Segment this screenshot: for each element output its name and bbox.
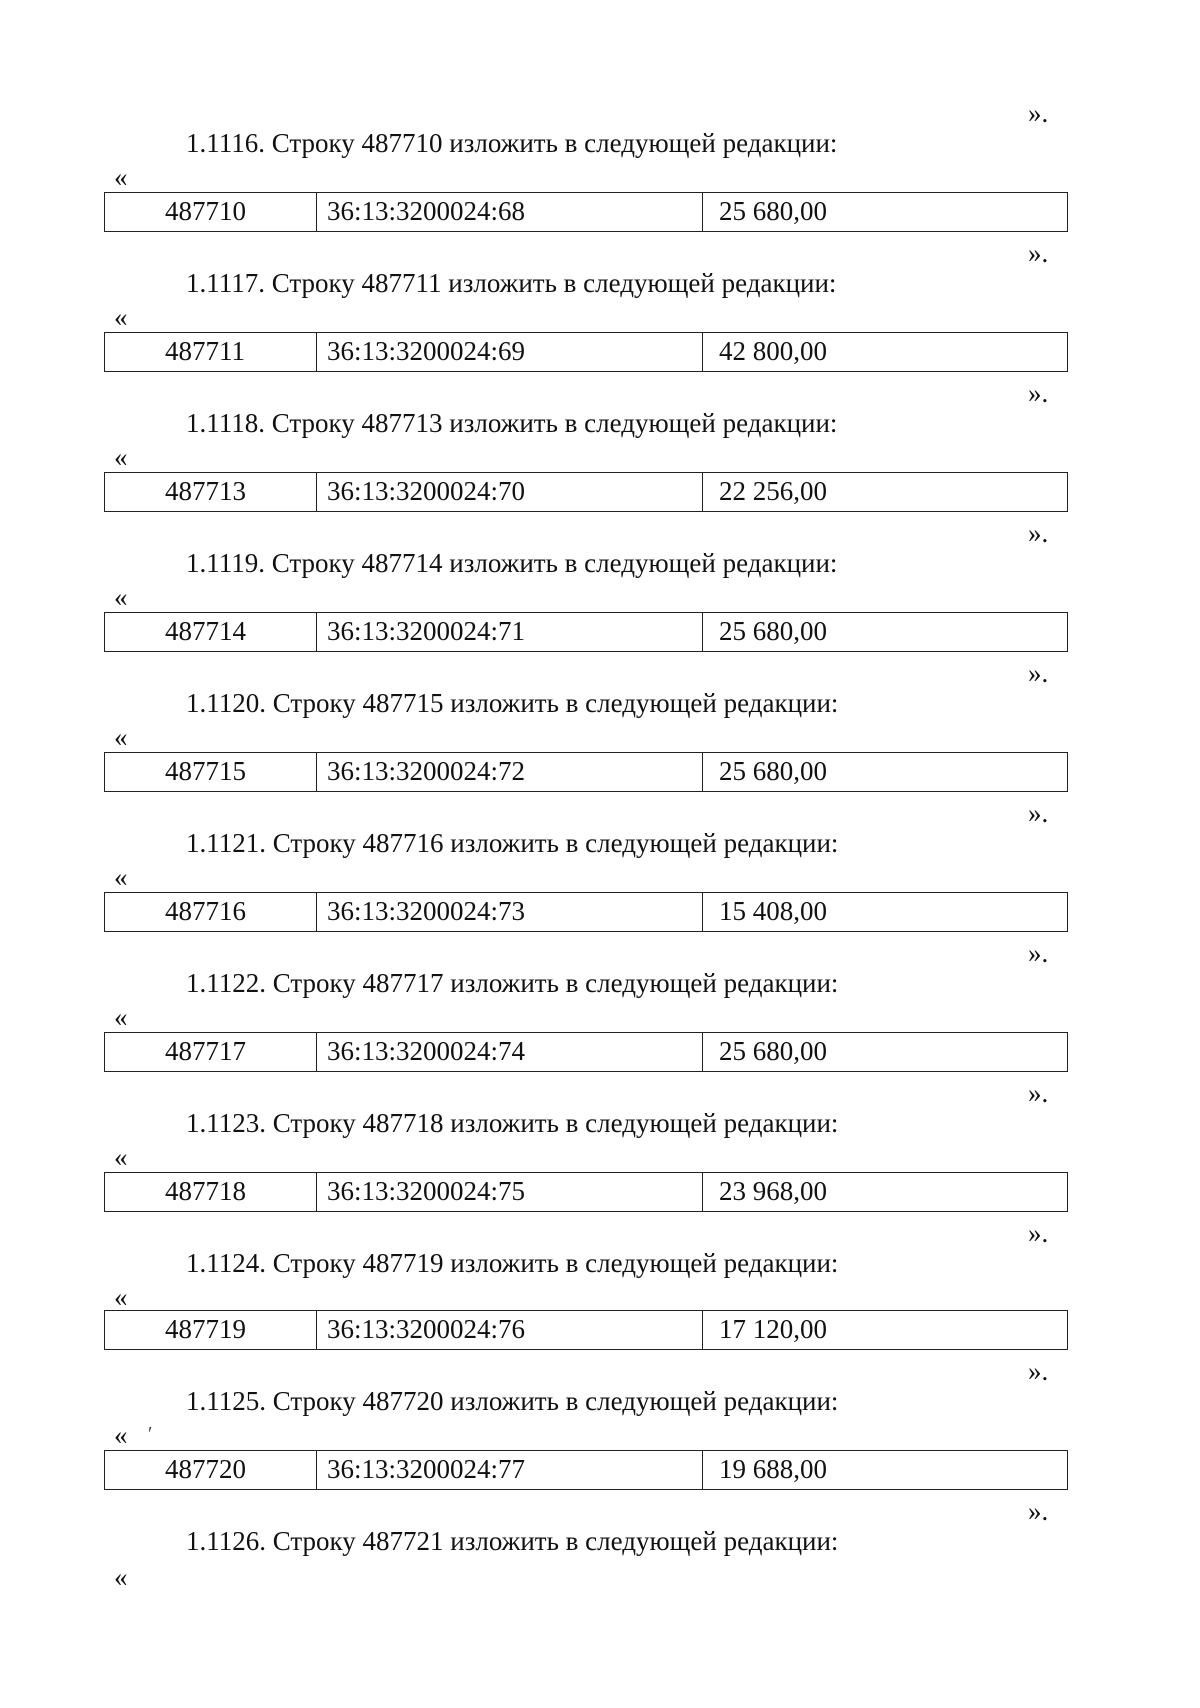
- value-cell: 15 408,00: [719, 896, 827, 926]
- opening-quote: «: [114, 722, 128, 752]
- table-row: [104, 1172, 1068, 1212]
- table-row: [104, 1032, 1068, 1072]
- opening-quote: «: [114, 162, 128, 192]
- table-row: [104, 332, 1068, 372]
- value-cell: 42 800,00: [719, 336, 827, 366]
- item-heading: 1.1126. Строку 487721 изложить в следующей редакции:: [186, 1526, 839, 1556]
- item-heading: 1.1119. Строку 487714 изложить в следующей редакции:: [186, 548, 838, 578]
- cadastral-number-cell: 36:13:3200024:69: [317, 333, 703, 371]
- opening-quote: «: [114, 442, 128, 472]
- value-cell: 25 680,00: [719, 196, 827, 226]
- opening-quote: «: [114, 302, 128, 332]
- opening-quote: «: [114, 1142, 128, 1172]
- closing-quote: ».: [1028, 1078, 1049, 1108]
- cadastral-number-cell: 36:13:3200024:73: [317, 893, 703, 931]
- opening-quote: «: [114, 1282, 128, 1312]
- cadastral-number-cell: 36:13:3200024:72: [317, 753, 703, 791]
- item-heading: 1.1117. Строку 487711 изложить в следующей редакции:: [186, 268, 837, 298]
- opening-quote: «: [114, 1420, 128, 1450]
- row-number-cell: 487718: [105, 1173, 317, 1211]
- value-cell: 22 256,00: [719, 476, 827, 506]
- closing-quote: ».: [1028, 1218, 1049, 1248]
- table-row: [104, 1310, 1068, 1350]
- closing-quote: ».: [1028, 798, 1049, 828]
- row-number-cell: 487715: [105, 753, 317, 791]
- closing-quote: ».: [1028, 938, 1049, 968]
- item-heading: 1.1122. Строку 487717 изложить в следующей редакции:: [186, 968, 839, 998]
- closing-quote: ».: [1028, 1356, 1049, 1386]
- pen-mark-icon: ′: [148, 1423, 153, 1445]
- cadastral-number-cell: 36:13:3200024:70: [317, 473, 703, 511]
- table-row: [104, 612, 1068, 652]
- row-number-cell: 487720: [105, 1451, 317, 1489]
- opening-quote: «: [114, 862, 128, 892]
- table-row: [104, 752, 1068, 792]
- closing-quote: ».: [1028, 658, 1049, 688]
- cadastral-number-cell: 36:13:3200024:77: [317, 1451, 703, 1489]
- closing-quote: ».: [1028, 238, 1049, 268]
- cadastral-number-cell: 36:13:3200024:75: [317, 1173, 703, 1211]
- cadastral-number-cell: 36:13:3200024:71: [317, 613, 703, 651]
- cadastral-number-cell: 36:13:3200024:76: [317, 1311, 703, 1349]
- item-heading: 1.1120. Строку 487715 изложить в следующей редакции:: [186, 688, 839, 718]
- closing-quote: ».: [1028, 518, 1049, 548]
- cadastral-number-cell: 36:13:3200024:68: [317, 193, 703, 231]
- opening-quote: «: [114, 582, 128, 612]
- table-row: [104, 892, 1068, 932]
- item-heading: 1.1125. Строку 487720 изложить в следующей редакции:: [186, 1386, 839, 1416]
- row-number-cell: 487711: [105, 333, 317, 371]
- value-cell: 25 680,00: [719, 1036, 827, 1066]
- opening-quote: «: [114, 1562, 128, 1592]
- closing-quote: ».: [1028, 98, 1049, 128]
- value-cell: 25 680,00: [719, 756, 827, 786]
- closing-quote: ».: [1028, 378, 1049, 408]
- cadastral-number-cell: 36:13:3200024:74: [317, 1033, 703, 1071]
- item-heading: 1.1124. Строку 487719 изложить в следующей редакции:: [186, 1248, 839, 1278]
- row-number-cell: 487714: [105, 613, 317, 651]
- item-heading: 1.1116. Строку 487710 изложить в следующей редакции:: [186, 128, 838, 158]
- row-number-cell: 487717: [105, 1033, 317, 1071]
- item-heading: 1.1118. Строку 487713 изложить в следующей редакции:: [186, 408, 838, 438]
- row-number-cell: 487710: [105, 193, 317, 231]
- row-number-cell: 487713: [105, 473, 317, 511]
- table-row: [104, 192, 1068, 232]
- closing-quote: ».: [1028, 1496, 1049, 1526]
- value-cell: 23 968,00: [719, 1176, 827, 1206]
- value-cell: 17 120,00: [719, 1314, 827, 1344]
- item-heading: 1.1121. Строку 487716 изложить в следующей редакции:: [186, 828, 839, 858]
- value-cell: 25 680,00: [719, 616, 827, 646]
- table-row: [104, 472, 1068, 512]
- value-cell: 19 688,00: [719, 1454, 827, 1484]
- opening-quote: «: [114, 1002, 128, 1032]
- row-number-cell: 487719: [105, 1311, 317, 1349]
- table-row: [104, 1450, 1068, 1490]
- item-heading: 1.1123. Строку 487718 изложить в следующей редакции:: [186, 1108, 839, 1138]
- row-number-cell: 487716: [105, 893, 317, 931]
